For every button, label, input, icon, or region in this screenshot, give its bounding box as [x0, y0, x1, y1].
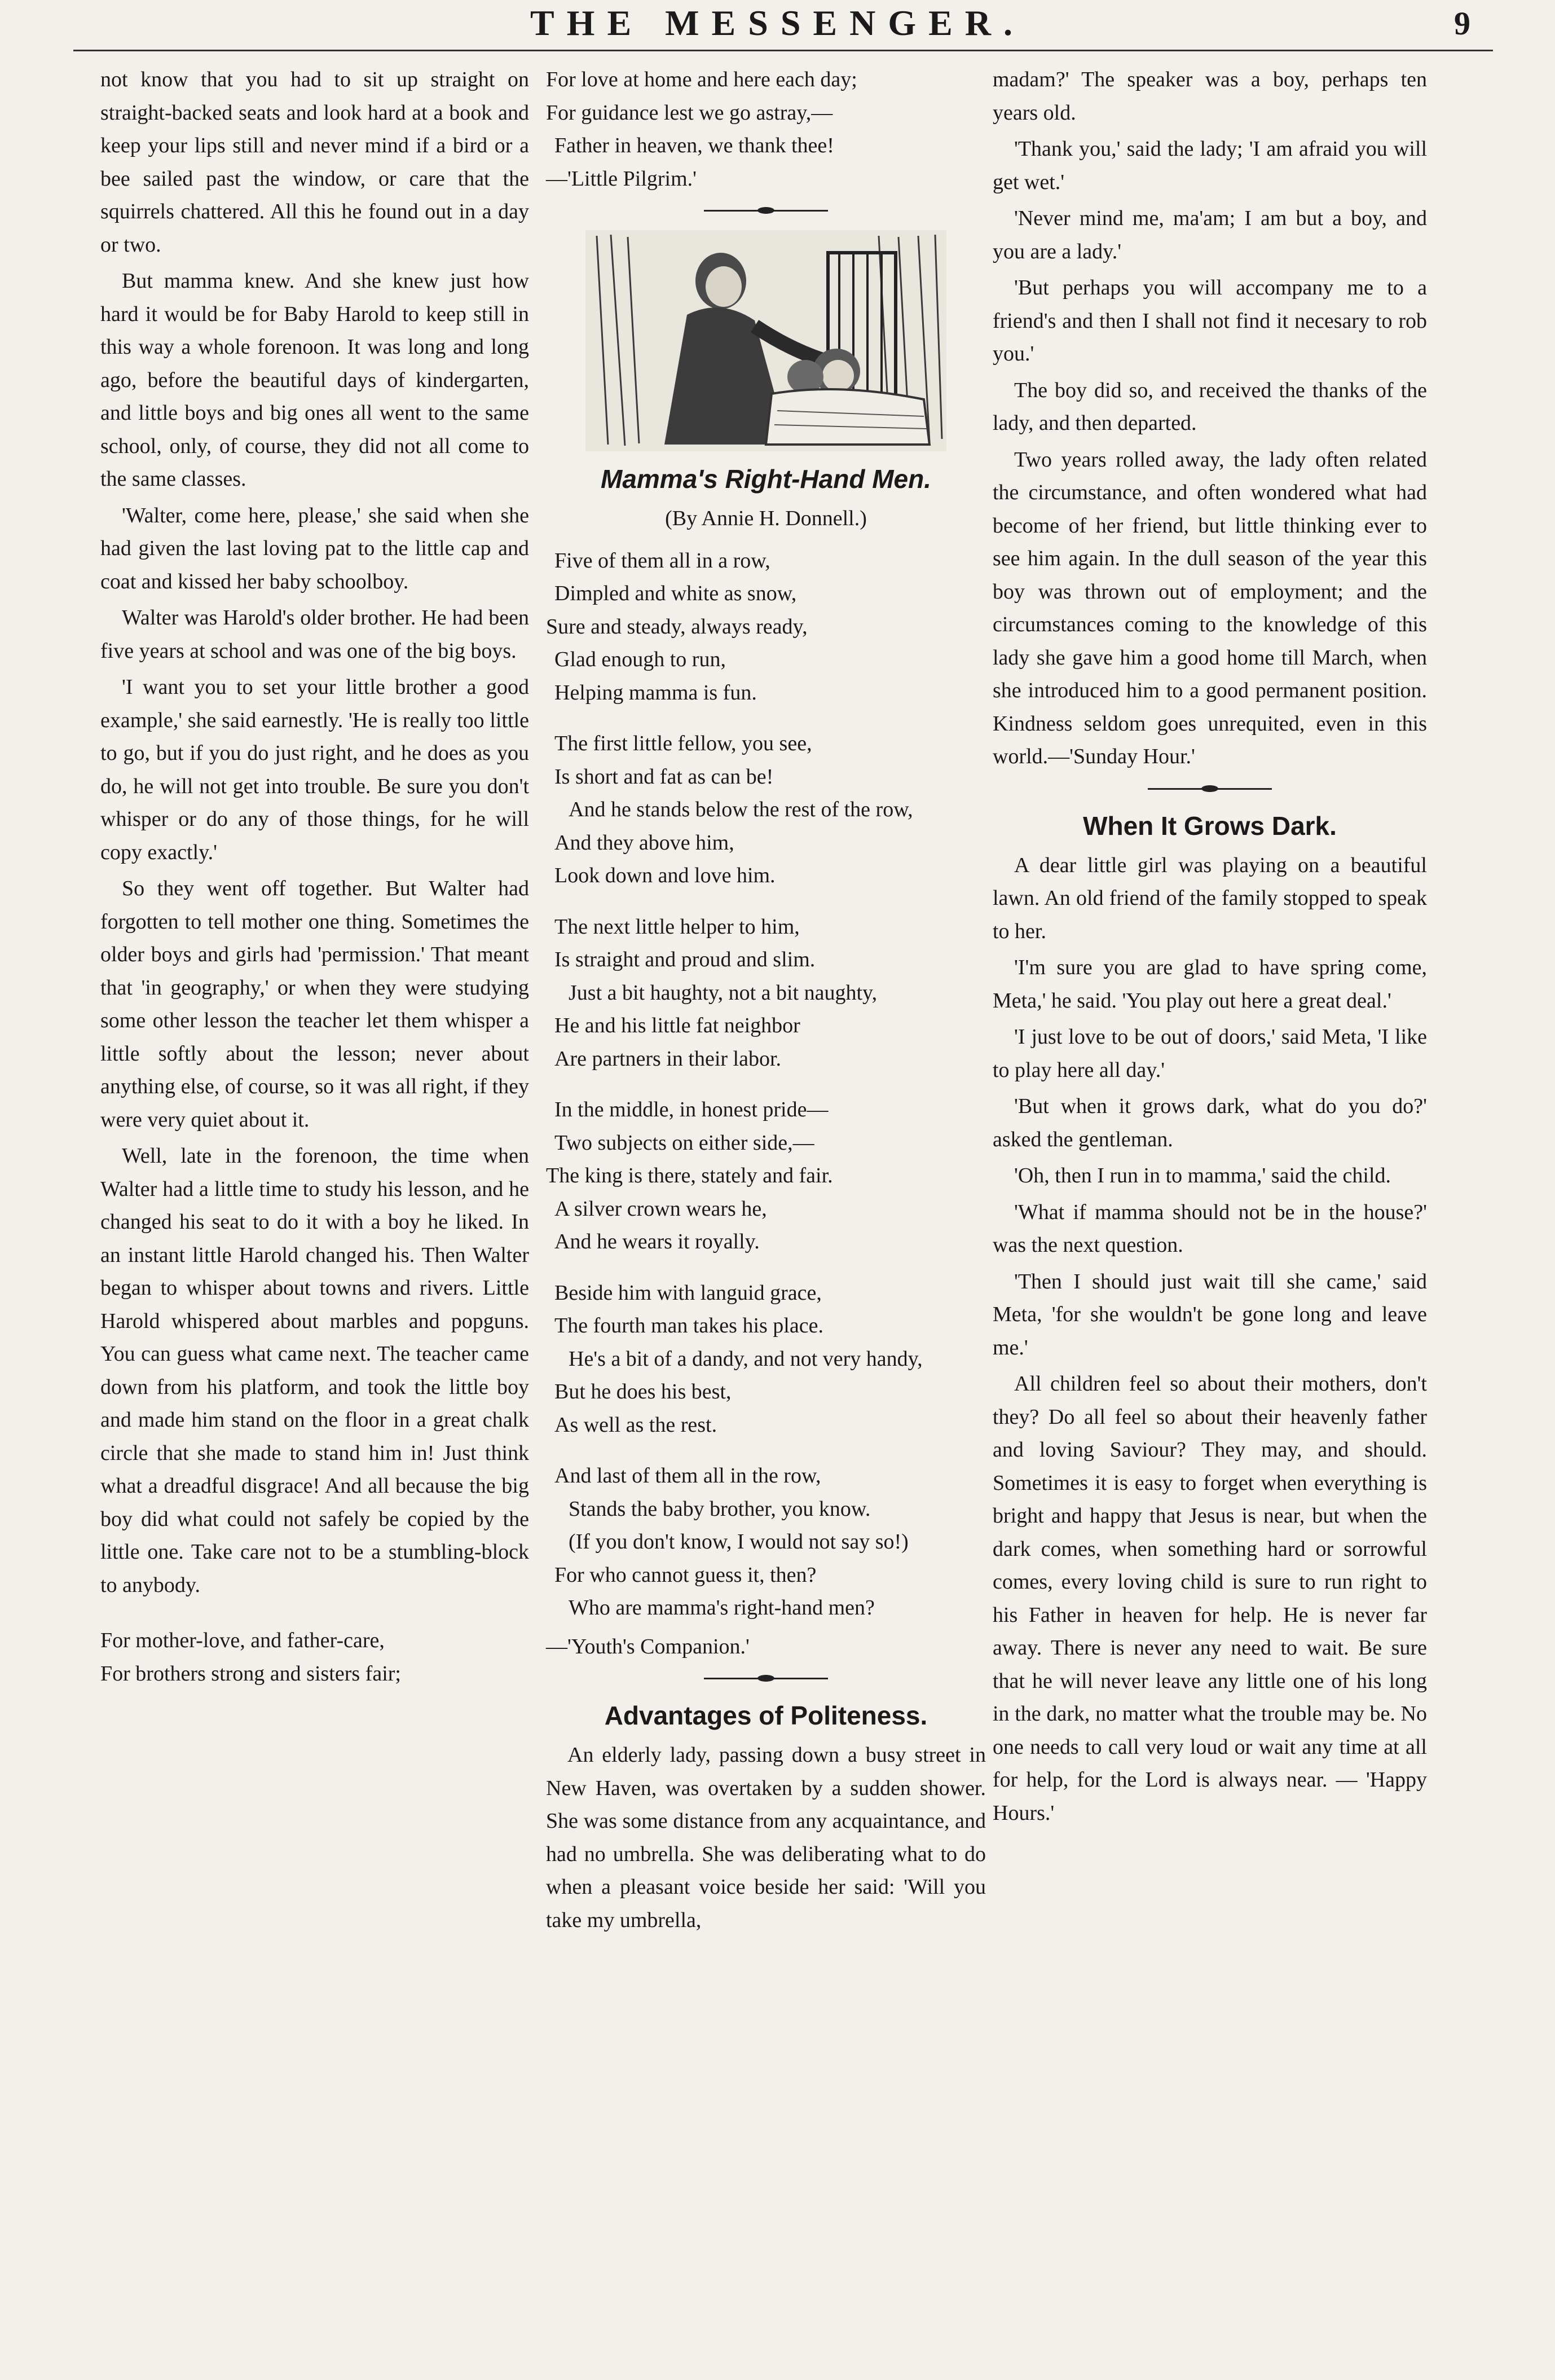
article-paragraph: An elderly lady, passing down a busy street in New Haven, was overtaken by a sudden shower. She was some distance from any acquaintance, and had no umbrella. She was deliberating what to do when a pleasant voice beside her said: 'Will you take my umbrella,	[546, 1743, 986, 1932]
verse-line: Helping mamma is fun.	[554, 680, 757, 705]
verse-line: Who are mamma's right-hand men?	[569, 1596, 875, 1620]
article-paragraph: All children feel so about their mothers, don't they? Do all feel so about their heavenly father and loving Saviour? They may, and should. Sometimes it is easy to forget when everything is bright and happy that Jesus is near, but when the dark comes, when something hard or sorrowful comes, every loving child is sure to run right to his Father in heaven for help. He is never far away. There is never any need to wait. Be sure that he will never leave any little one of his long in the dark, no matter what the trouble may be. No one needs to call very loud or wait any time at all for help, for the Lord is always near. — 'Happy Hours.'	[993, 1372, 1427, 1825]
article-title-politeness: Advantages of Politeness.	[604, 1701, 928, 1730]
poem-title: Mamma's Right-Hand Men.	[601, 464, 931, 494]
verse-line: Are partners in their labor.	[554, 1046, 782, 1071]
verse-line: For mother-love, and father-care,	[100, 1629, 385, 1652]
mother-and-children-illustration	[585, 230, 946, 451]
verse-line: Five of them all in a row,	[554, 548, 770, 573]
verse-line: For guidance lest we go astray,—	[546, 100, 833, 125]
verse-line: Father in heaven, we thank thee!	[554, 134, 834, 157]
article-paragraph: Two years rolled away, the lady often related the circumstance, and often wondered what had become of her friend, but little thinking ever to see him again. In the dull season of the year this boy was thrown out of employment; and the circumstances coming to the knowledge of this lady she gave him a good home till March, when she introduced him to a good permanent position. Kindness seldom goes unrequited, even in this world.—'Sunday Hour.'	[993, 447, 1427, 768]
verse-line: And last of them all in the row,	[554, 1464, 821, 1488]
credit-little-pilgrim: —'Little Pilgrim.'	[546, 166, 697, 191]
closing-verse	[100, 1624, 529, 1690]
article-paragraph: 'Then I should just wait till she came,' said Meta, 'for she wouldn't be gone long and leave me.'	[993, 1269, 1427, 1360]
poem-stanza	[546, 910, 986, 1076]
story-paragraph: So they went off together. But Walter had forgotten to tell mother one thing. Sometimes the older boys and girls had 'permission.' That meant that 'in geography,' or when they were studying some other lesson the teacher let them whisper a little softly about the lesson; never about anything else, of course, so it was all right, if they were very quiet about it.	[100, 877, 529, 1132]
verse-line: Look down and love him.	[554, 864, 776, 887]
verse-line: And he stands below the rest of the row,	[569, 798, 913, 821]
verse-line: The fourth man takes his place.	[554, 1314, 823, 1338]
story-paragraph: But mamma knew. And she knew just how hard it would be for Baby Harold to keep still in this way a whole forenoon. It was long and long ago, before the beautiful days of kindergarten, and little boys and big ones all went to the same school, only, of course, they did not all come to the same classes.	[100, 269, 529, 491]
verse-line: In the middle, in honest pride—	[554, 1098, 829, 1121]
verse-line: The first little fellow, you see,	[554, 732, 812, 755]
verse-line: The next little helper to him,	[554, 914, 800, 939]
section-separator	[704, 206, 828, 214]
story-paragraph: 'Walter, come here, please,' she said when she had given the last loving pat to the little cap and coat and kissed her baby schoolboy.	[100, 503, 529, 593]
story-paragraph: Walter was Harold's older brother. He had been five years at school and was one of the big boys.	[100, 606, 529, 663]
verse-line: The king is there, stately and fair.	[546, 1164, 833, 1187]
story-paragraph: 'I want you to set your little brother a good example,' she said earnestly. 'He is really too little to go, but if you do just right, and he does as you do, he will not get into trouble. Be sure you don't whisper or do any of those things, for he will copy exactly.'	[100, 675, 529, 864]
page-header	[0, 0, 1555, 45]
verse-line: For who cannot guess it, then?	[554, 1563, 817, 1587]
credit-youths-companion: —'Youth's Companion.'	[546, 1634, 750, 1658]
story-paragraph: not know that you had to sit up straight on straight-backed seats and look hard at a book and keep your lips still and never mind if a bird or a bee sailed past the window, or care that the squirrels chattered. All this he found out in a day or two.	[100, 68, 529, 257]
poem-stanza	[546, 1277, 986, 1442]
verse-line: Glad enough to run,	[554, 648, 726, 671]
article-paragraph: 'Never mind me, ma'am; I am but a boy, and you are a lady.'	[993, 206, 1427, 263]
page-number: 9	[1454, 5, 1470, 42]
article-paragraph: 'I just love to be out of doors,' said Meta, 'I like to play here all day.'	[993, 1025, 1427, 1082]
verse-line: He and his little fat neighbor	[554, 1014, 800, 1037]
masthead-title: THE MESSENGER.	[530, 3, 1025, 43]
section-separator	[704, 1674, 828, 1682]
header-rule	[73, 50, 1493, 51]
verse-line: A silver crown wears he,	[554, 1196, 767, 1221]
verse-line: He's a bit of a dandy, and not very handy,	[569, 1347, 923, 1371]
article-paragraph: madam?' The speaker was a boy, perhaps ten years old.	[993, 68, 1427, 125]
verse-line: Beside him with languid grace,	[554, 1281, 822, 1305]
poem-stanza	[546, 544, 986, 710]
article-paragraph: 'Thank you,' said the lady; 'I am afraid you will get wet.'	[993, 137, 1427, 194]
article-paragraph: 'I'm sure you are glad to have spring come, Meta,' he said. 'You play out here a great deal.'	[993, 956, 1427, 1013]
verse-line: For love at home and here each day;	[546, 68, 857, 91]
verse-line: As well as the rest.	[554, 1413, 717, 1437]
verse-continued	[546, 63, 986, 162]
poem-stanza	[546, 727, 986, 892]
verse-line: Is straight and proud and slim.	[554, 948, 816, 971]
poem-stanza	[546, 1093, 986, 1259]
article-paragraph: A dear little girl was playing on a beautiful lawn. An old friend of the family stopped to speak to her.	[993, 853, 1427, 943]
verse-line: And he wears it royally.	[554, 1230, 760, 1253]
verse-line: For brothers strong and sisters fair;	[100, 1661, 401, 1686]
verse-line: And they above him,	[554, 830, 734, 855]
column-3	[993, 63, 1427, 1833]
verse-line: Stands the baby brother, you know.	[569, 1497, 871, 1521]
article-paragraph: 'What if mamma should not be in the house?' was the next question.	[993, 1200, 1427, 1257]
article-paragraph: The boy did so, and received the thanks of the lady, and then departed.	[993, 378, 1427, 435]
verse-line: Just a bit haughty, not a bit naughty,	[569, 980, 878, 1005]
article-paragraph: 'Oh, then I run in to mamma,' said the child.	[1014, 1164, 1391, 1187]
poem-byline: (By Annie H. Donnell.)	[665, 507, 867, 530]
column-2	[546, 63, 986, 1940]
verse-line: (If you don't know, I would not say so!)	[569, 1530, 909, 1554]
verse-line: Is short and fat as can be!	[554, 764, 774, 789]
verse-line: Two subjects on either side,—	[554, 1130, 814, 1155]
column-1	[100, 63, 529, 1708]
verse-line: Sure and steady, always ready,	[546, 614, 808, 639]
article-paragraph: 'But perhaps you will accompany me to a friend's and then I shall not find it necesary to rob you.'	[993, 276, 1427, 366]
article-paragraph: 'But when it grows dark, what do you do?' asked the gentleman.	[993, 1094, 1427, 1151]
article-title-when-it-grows-dark: When It Grows Dark.	[1083, 811, 1337, 841]
story-paragraph: Well, late in the forenoon, the time when Walter had a little time to study his lesson, and he changed his seat to do it with a boy he liked. In an instant little Harold changed his. Then Walter began to whisper about towns and rivers. Little Harold whispered about marbles and popguns. You can guess what came next. The teacher came down from his platform, and took the little boy and made him stand on the floor in a great chalk circle that she made to stand him in! Just think what a dreadful disgrace! And all because the big boy did what could not safely be copied by the little one. Take care not to be a stumbling-block to anybody.	[100, 1144, 529, 1597]
section-separator	[1148, 785, 1272, 793]
verse-line: Dimpled and white as snow,	[554, 582, 797, 605]
poem-stanza	[546, 1459, 986, 1625]
verse-line: But he does his best,	[554, 1380, 732, 1404]
